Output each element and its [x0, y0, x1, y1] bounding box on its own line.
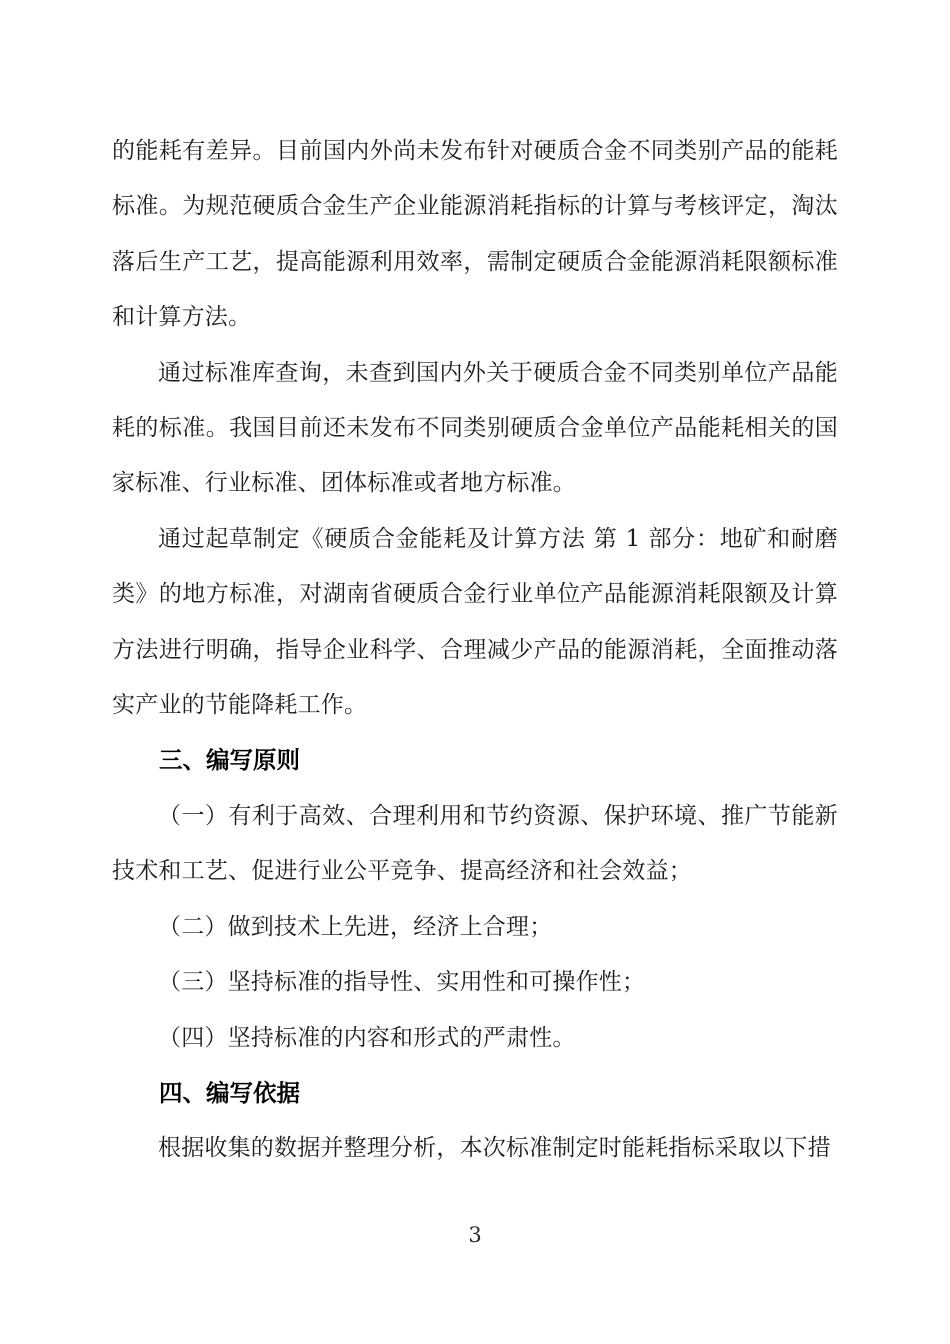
page-number: 3: [468, 1223, 482, 1247]
document-content: [112, 124, 838, 1177]
section-heading-writing-basis: 四、编写依据: [159, 1078, 300, 1107]
paragraph: 根据收集的数据并整理分析，本次标准制定时能耗指标采取以下措: [158, 1135, 831, 1162]
list-item: （三）坚持标准的指导性、实用性和可操作性；: [158, 969, 646, 996]
paragraph-continuation: 的能耗有差异。目前国内外尚未发布针对硬质合金不同类别产品的能耗标准。为规范硬质合金生产企业能源消耗指标的计算与考核评定，淘汰落后生产工艺，提高能源利用效率，需制定硬质合金能源消耗限额标准和计算方法。: [112, 138, 838, 331]
paragraph: 通过标准库查询，未查到国内外关于硬质合金不同类别单位产品能耗的标准。我国目前还未发布不同类别硬质合金单位产品能耗相关的国家标准、行业标准、团体标准或者地方标准。: [112, 359, 838, 497]
list-item: （二）做到技术上先进，经济上合理；: [158, 913, 553, 940]
list-item: （四）坚持标准的内容和形式的严肃性。: [158, 1024, 576, 1051]
section-heading-writing-principles: 三、编写原则: [159, 746, 300, 775]
paragraph: 通过起草制定《硬质合金能耗及计算方法 第 1 部分：地矿和耐磨类》的地方标准，对湖南省硬质合金行业单位产品能源消耗限额及计算方法进行明确，指导企业科学、合理减少产品的能源消耗，全面推动落实产业的节能降耗工作。: [112, 525, 838, 719]
list-item: （一）有利于高效、合理利用和节约资源、保护环境、推广节能新技术和工艺、促进行业公平竞争、提高经济和社会效益；: [112, 802, 838, 885]
